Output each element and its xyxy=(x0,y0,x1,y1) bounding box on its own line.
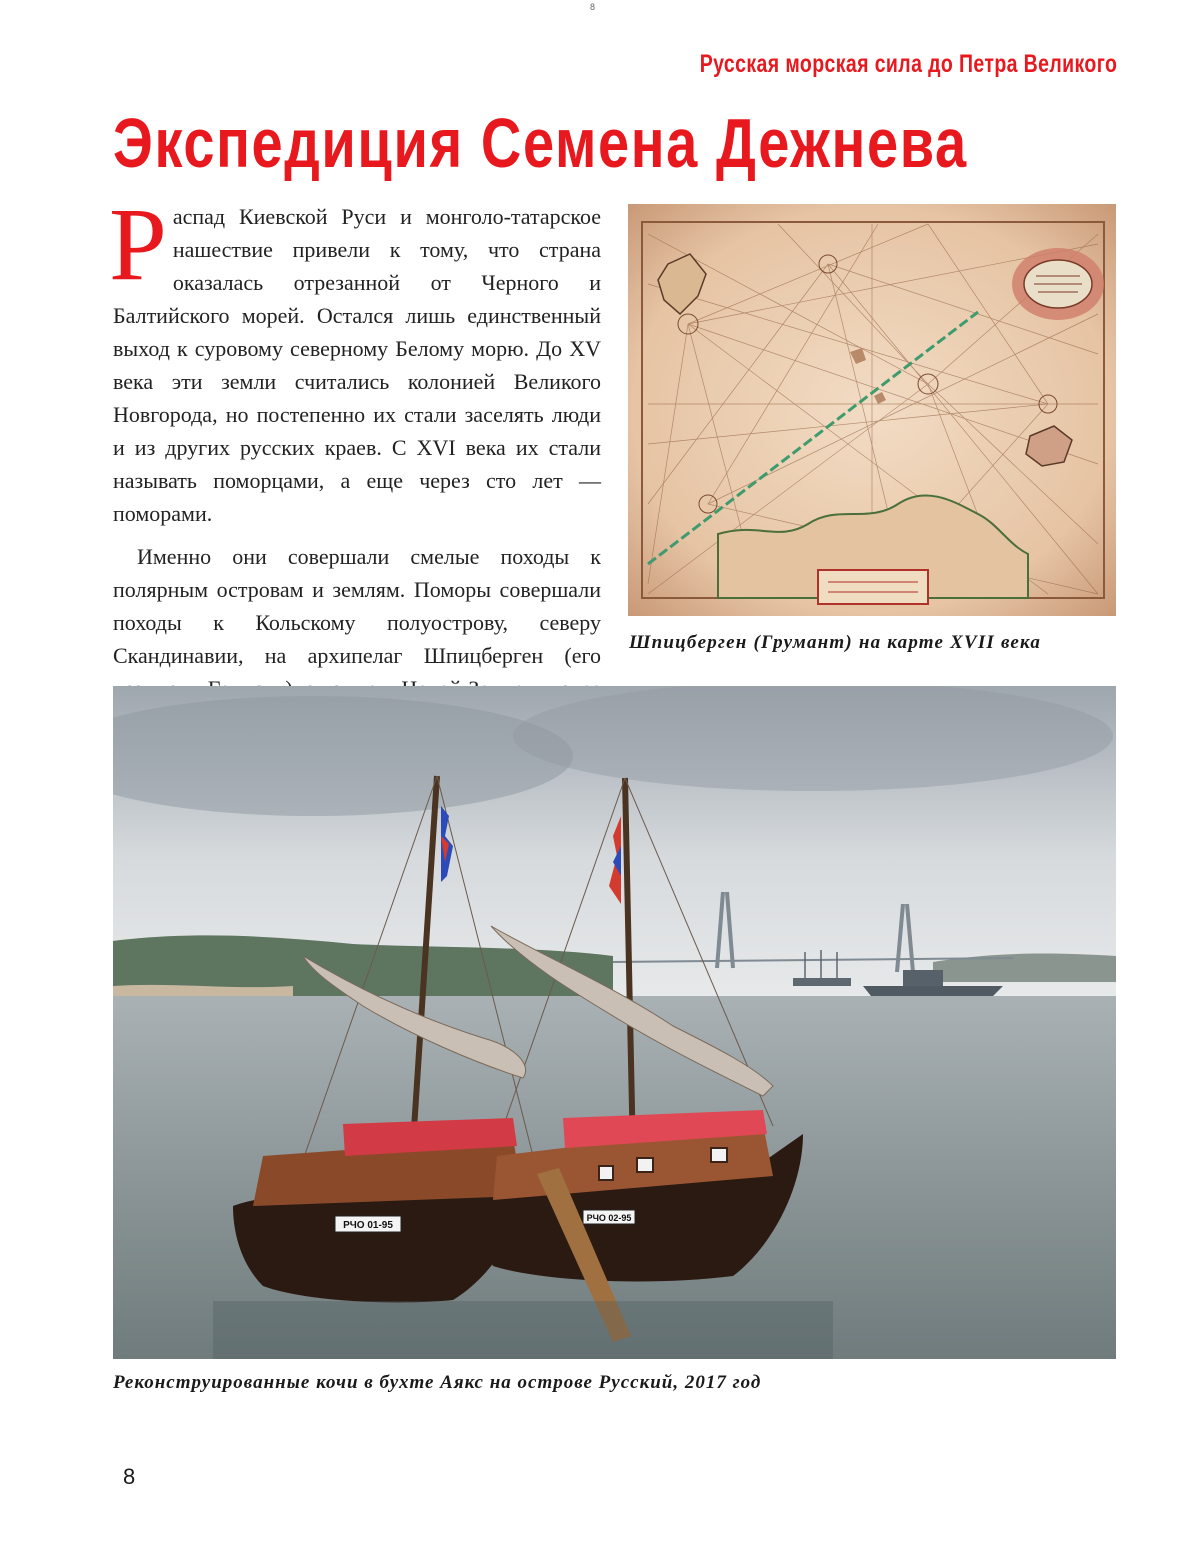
chapter-title: Экспедиция Семена Дежнева xyxy=(113,104,968,182)
drop-cap: Р xyxy=(109,187,167,302)
koch-boats-photo xyxy=(113,686,1116,1359)
boat-1-registration: РЧО 01-95 xyxy=(343,1220,393,1231)
paragraph-2: Именно они совершали смелые походы к полярным островам и землям. Поморы совершали походы к Кольскому полуострову, северу Скандинавии, на архипелаг Шпицберген (его xyxy=(113,544,601,668)
map-caption: Шпицберген (Грумант) на карте XVII века xyxy=(629,632,1042,653)
photo-caption: Реконструированные кочи в бухте Аякс на острове Русский, 2017 год xyxy=(113,1372,762,1393)
boat-2-registration: РЧО 02-95 xyxy=(586,1213,632,1223)
photo-illustration xyxy=(113,686,1116,1359)
map-illustration xyxy=(628,204,1116,616)
running-head: Русская морская сила до Петра Великого xyxy=(699,50,1117,78)
article-body xyxy=(109,187,601,738)
paragraph-1-text: аспад Киевской Руси и монголо-татарское нашествие привели к тому, что страна оказалась отрезанной от Черного и Балтийского морей. Остался лишь единственный выход к суровому северному Белому морю. До XV века эти земли считались колонией Великого Новгорода, но постепенно их стали заселять люди и из других русских краев. С XVI века их стали называть поморцами, а еще через сто лет — поморами. xyxy=(113,204,601,526)
page-number: 8 xyxy=(123,1464,136,1489)
map-image xyxy=(628,204,1116,616)
paragraph-1 xyxy=(109,187,601,530)
top-marker: 8 xyxy=(590,2,596,12)
